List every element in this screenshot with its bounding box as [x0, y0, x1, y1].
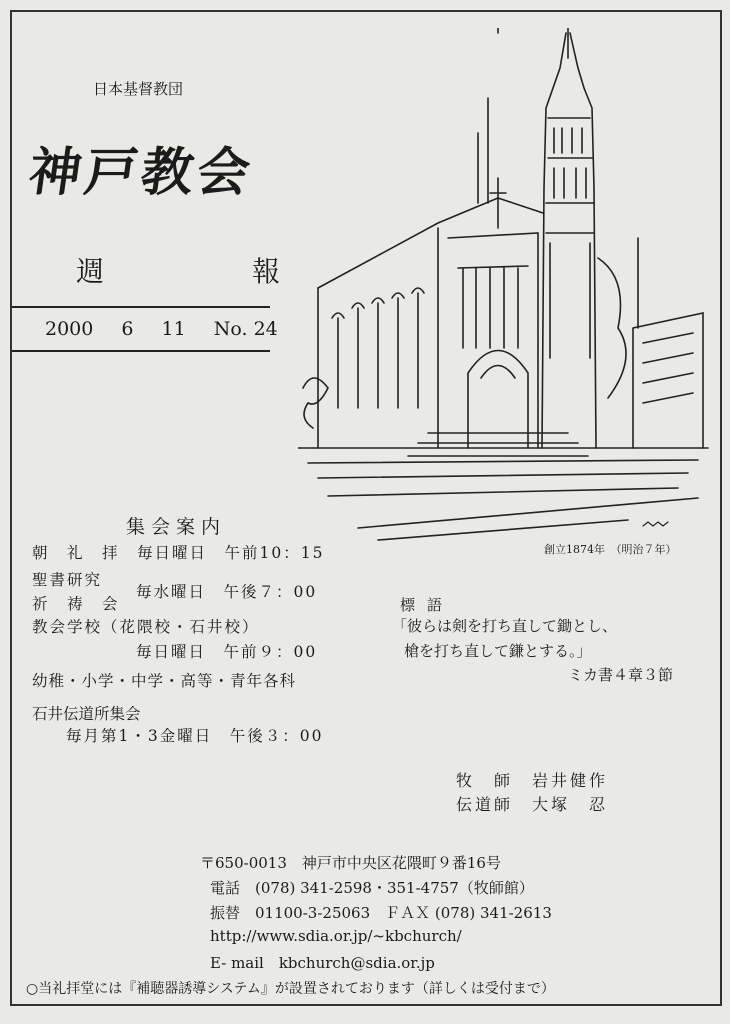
postal-address: 〒650-0013 神戸市中央区花隈町９番16号 — [200, 854, 501, 872]
schedule-line: 教会学校（花隈校・石井校） — [32, 618, 260, 636]
schedule-line: 幼稚・小学・中学・高等・青年各科 — [32, 672, 297, 690]
founded-caption: 創立1874年 （明治７年） — [544, 543, 677, 556]
website-link[interactable]: http://www.sdia.or.jp/~kbchurch/ — [210, 927, 462, 945]
motto-line-2: 槍を打ち直して鎌とする。」 — [404, 642, 592, 660]
motto-label: 標語 — [400, 596, 455, 614]
motto-source: ミカ書４章３節 — [568, 666, 674, 684]
issue-number: No. 24 — [213, 318, 278, 340]
schedule-line: 毎月第1・3金曜日 午後３：00 — [66, 727, 324, 745]
issue-year: 2000 — [45, 318, 94, 340]
denomination: 日本基督教団 — [93, 80, 184, 98]
divider — [12, 350, 270, 352]
pastor-name: 牧 師 岩井健作 — [456, 771, 609, 790]
transfer-fax: 振替 01100-3-25063 ＦＡＸ (078) 341-2613 — [210, 904, 552, 922]
email-link[interactable]: E- mail kbchurch@sdia.or.jp — [210, 954, 435, 972]
issue-month: 6 — [121, 318, 134, 340]
church-illustration — [298, 28, 710, 543]
phone: 電話 (078) 341-2598・351-4757（牧師館） — [210, 879, 534, 897]
evangelist-name: 伝道師 大塚 忍 — [456, 795, 609, 814]
schedule-line: 祈 祷 会 — [32, 595, 120, 613]
divider — [12, 306, 270, 308]
schedule-line: 聖書研究 — [32, 571, 103, 589]
publication-title: 週 報 — [76, 255, 341, 288]
issue-day: 11 — [161, 318, 186, 340]
issue-line — [45, 318, 300, 340]
church-name-logo: 神戸教会 — [25, 143, 258, 203]
schedule-line: 毎水曜日 午後７：00 — [136, 583, 318, 601]
schedule-line: 朝 礼 拝 毎日曜日 午前10：15 — [32, 544, 325, 562]
assembly-title: 集会案内 — [126, 516, 227, 538]
motto-line-1: 「彼らは剣を打ち直して鋤とし、 — [392, 617, 618, 635]
schedule-line: 石井伝道所集会 — [32, 705, 141, 723]
hearing-aid-notice: ○当礼拝堂には『補聴器誘導システム』が設置されております（詳しくは受付まで） — [26, 981, 555, 997]
schedule-line: 毎日曜日 午前９：00 — [136, 643, 318, 661]
